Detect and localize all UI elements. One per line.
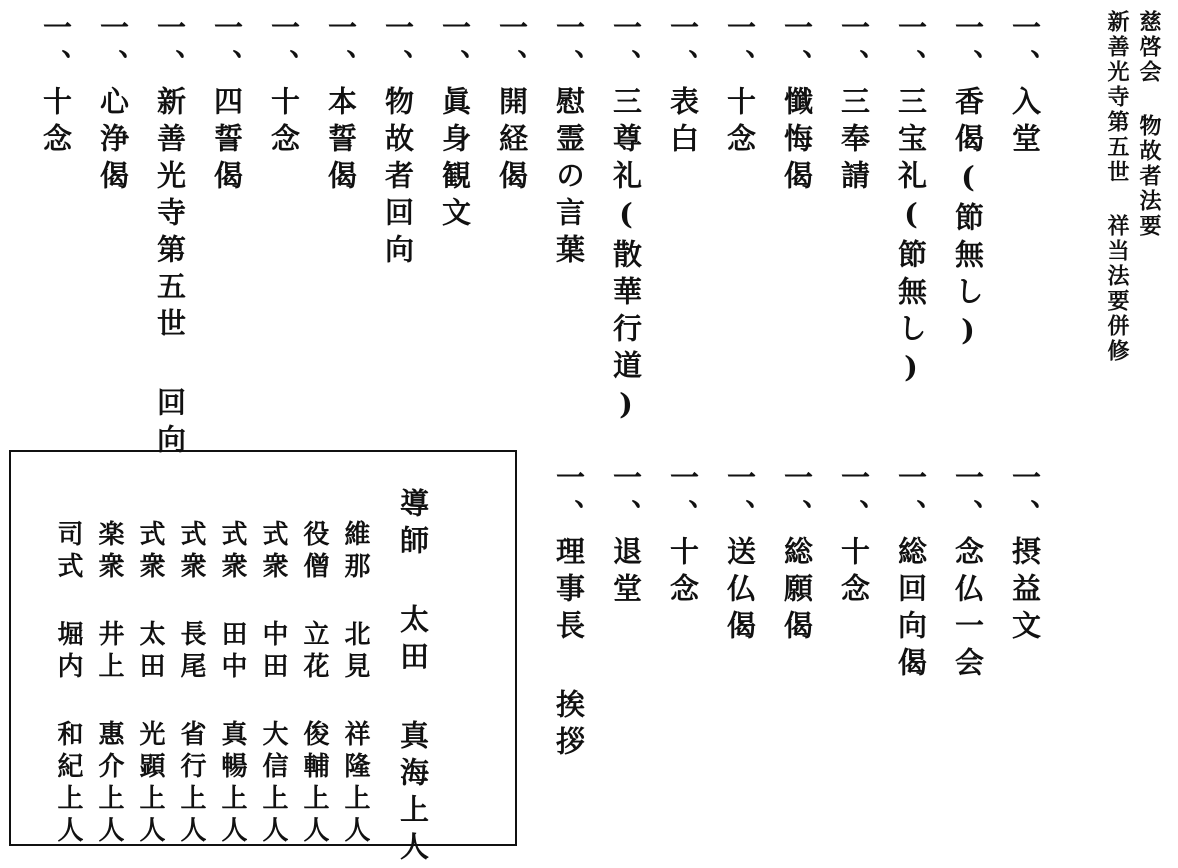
officiant-entry: 楽衆 井上 惠介上人: [94, 520, 124, 848]
program-item: 一、総願偈: [780, 462, 814, 647]
program-item: 一、入堂: [1008, 12, 1042, 160]
program-item: 一、慰霊の言葉: [552, 12, 586, 271]
officiant-entry: 式衆 田中 真暢上人: [217, 520, 247, 848]
program-item: 一、理事長 挨拶: [552, 462, 586, 763]
program-item: 一、三奉請: [837, 12, 871, 197]
program-item: 一、退堂: [609, 462, 643, 610]
officiant-entry: 式衆 中田 大信上人: [258, 520, 288, 848]
program-item: 一、念仏一会: [951, 462, 985, 684]
program-item: 一、十念: [666, 462, 700, 610]
officiant-entry: 維那 北見 祥隆上人: [340, 520, 370, 848]
program-item: 一、総回向偈: [894, 462, 928, 684]
program-item: 一、本誓偈: [324, 12, 358, 197]
program-title: 慈啓会 物故者法要: [1136, 10, 1162, 239]
program-item: 一、新善光寺第五世 回向: [153, 12, 187, 461]
program-item: 一、三宝礼(節無し): [894, 12, 928, 392]
officiant-entry: 司式 堀内 和紀上人: [53, 520, 83, 848]
program-item: 一、摂益文: [1008, 462, 1042, 647]
program-item: 一、香偈(節無し): [951, 12, 985, 355]
officiant-entry: 役僧 立花 俊輔上人: [299, 520, 329, 848]
officiant-entry: 式衆 太田 光顕上人: [135, 520, 165, 848]
program-item: 一、表白: [666, 12, 700, 160]
program-item: 一、三尊礼(散華行道): [609, 12, 643, 429]
officiant-leader: 導師 太田 真海上人: [396, 488, 430, 868]
officiant-entry: 式衆 長尾 省行上人: [176, 520, 206, 848]
program-item: 一、物故者回向: [381, 12, 415, 271]
program-subtitle: 新善光寺第五世 祥当法要併修: [1104, 10, 1130, 364]
program-item: 一、心浄偈: [96, 12, 130, 197]
program-item: 一、十念: [837, 462, 871, 610]
program-item: 一、十念: [723, 12, 757, 160]
program-item: 一、懺悔偈: [780, 12, 814, 197]
program-item: 一、送仏偈: [723, 462, 757, 647]
program-item: 一、四誓偈: [210, 12, 244, 197]
program-item: 一、開経偈: [495, 12, 529, 197]
program-item: 一、十念: [39, 12, 73, 160]
program-item: 一、十念: [267, 12, 301, 160]
program-item: 一、眞身観文: [438, 12, 472, 234]
